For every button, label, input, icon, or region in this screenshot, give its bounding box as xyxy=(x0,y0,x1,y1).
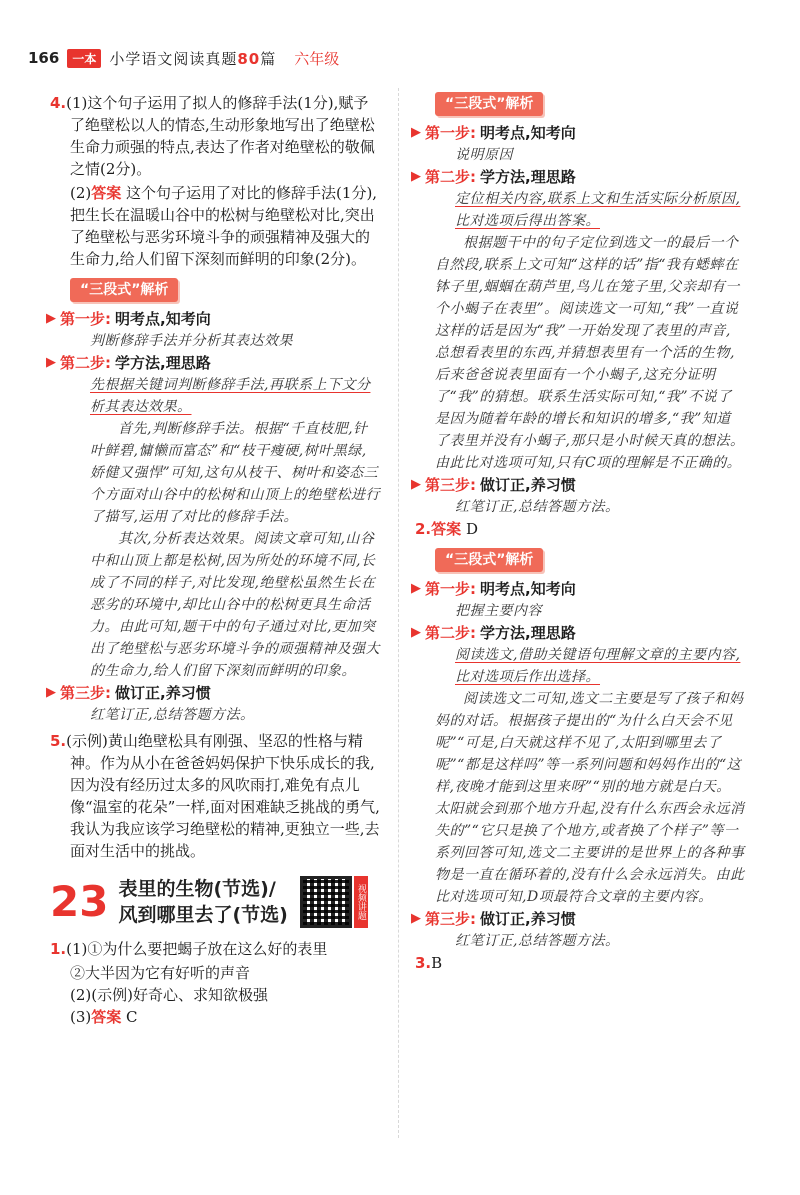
step-one: ▶ 第一步: 明考点,知考向 xyxy=(411,580,576,598)
answer-s1-line: ②大半因为它有好听的声音 xyxy=(70,964,251,982)
step-three-note: 红笔订正,总结答题方法。 xyxy=(90,707,255,723)
step-three: ▶ 第三步: 做订正,养习惯 xyxy=(411,476,576,494)
arrow-icon: ▶ xyxy=(411,169,421,184)
answer-q4-2: (2)答案 这个句子运用了对比的修辞手法(1分),把生长在温暖山谷中的松树与绝壁松对比,突出了绝壁松与恶劣环境斗争的顽强精神及强大的生命力,给人们留下深刻而鲜明的印象(2分)。 xyxy=(70,184,378,268)
answer-q3: 3.B xyxy=(415,954,443,972)
step-two: ▶ 第二步: 学方法,理思路 xyxy=(411,624,576,642)
arrow-icon: ▶ xyxy=(411,625,421,640)
step-one: ▶ 第一步: 明考点,知考向 xyxy=(411,124,576,142)
arrow-icon: ▶ xyxy=(411,125,421,140)
brand-logo: 一本 xyxy=(67,49,101,68)
step-two-note: 先根据关键词判断修辞手法,再联系上下文分析其表达效果。 xyxy=(90,377,371,415)
qr-code-icon[interactable] xyxy=(300,876,352,928)
step-one-note: 说明原因 xyxy=(455,147,513,163)
step-three: ▶ 第三步: 做订正,养习惯 xyxy=(411,910,576,928)
step-three-note: 红笔订正,总结答题方法。 xyxy=(455,499,620,515)
analysis-paragraph: 首先,判断修辞手法。根据“千直枝肥,针叶鲜碧,慵懒而富态”和“枝干瘦硬,树叶黑绿,娇健又强悍”可知,这句从枝干、树叶和姿态三个方面对山谷中的松树和山顶上的绝壁松进行了描写,运用了对比的修辞手法。 xyxy=(90,421,380,525)
book-title: 小学语文阅读真题80篇 xyxy=(109,49,277,68)
answer-q2: 2.答案 D xyxy=(415,520,478,538)
answer-s1-line: (3)答案 C xyxy=(70,1008,138,1026)
analysis-paragraph: 其次,分析表达效果。阅读文章可知,山谷中和山顶上都是松树,因为所处的环境不同,长成了不同的样子,对比发现,绝壁松虽然生长在恶劣的环境中,却比山谷中的松树更具生命活力。由此可知,题干中的句子通过对比,更加突出了绝壁松与恶劣环境斗争的顽强精神及强大的生命力,给人们留下深刻而鲜明的印象。 xyxy=(90,531,380,679)
arrow-icon: ▶ xyxy=(46,355,56,370)
section-title: 表里的生物(节选)/ 风到哪里去了(节选) xyxy=(118,878,288,926)
step-two-note: 定位相关内容,联系上文和生活实际分析原因,比对选项后得出答案。 xyxy=(455,191,741,229)
step-three: ▶ 第三步: 做订正,养习惯 xyxy=(46,684,211,702)
answer-s1: 1.(1)①为什么要把蝎子放在这么好的表里 xyxy=(50,940,328,958)
answer-q5: 5.(示例)黄山绝壁松具有刚强、坚忍的性格与精神。作为从小在爸爸妈妈保护下快乐成长的我,因为没有经历过太多的风吹雨打,难免有点儿像“温室的花朵”一样,面对困难缺乏挑战的勇气,我认为我应该学习绝壁松的精神,更独立一些,去面对生活中的挑战。 xyxy=(50,732,380,860)
section-heading xyxy=(50,876,380,928)
analysis-tag: “三段式”解析 xyxy=(435,92,543,116)
analysis-tag: “三段式”解析 xyxy=(435,548,543,572)
analysis-tag: “三段式”解析 xyxy=(70,278,178,302)
answer-s1-line: (2)(示例)好奇心、求知欲极强 xyxy=(70,986,268,1004)
video-lesson-label: 视频讲题 xyxy=(354,876,368,928)
column-divider xyxy=(398,88,399,1138)
page-header xyxy=(28,38,768,78)
step-two-note: 阅读选文,借助关键语句理解文章的主要内容,比对选项后作出选择。 xyxy=(455,647,741,685)
page-number: 166 xyxy=(28,49,60,67)
section-number: 23 xyxy=(50,877,109,926)
left-column xyxy=(46,92,380,1028)
arrow-icon: ▶ xyxy=(411,477,421,492)
grade-label: 六年级 xyxy=(294,49,340,68)
right-column xyxy=(411,92,745,976)
arrow-icon: ▶ xyxy=(411,911,421,926)
step-three-note: 红笔订正,总结答题方法。 xyxy=(455,933,620,949)
analysis-paragraph: 阅读选文二可知,选文二主要是写了孩子和妈妈的对话。根据孩子提出的“为什么白天会不见呢”“可是,白天就这样不见了,太阳到哪里去了呢”“都是这样吗”等一系列问题和妈妈作出的“这样,夜晚才能到这里来呀”“别的地方就是白天。太阳就会到那个地方升起,没有什么东西会永远消失的”“它只是换了个地方,或者换了个样子”等一系列回答可知,选文二主要讲的是世界上的各种事物是一直在循环着的,没有什么会永远消失。由此比对选项可知,D项最符合文章的主要内容。 xyxy=(435,691,745,905)
arrow-icon: ▶ xyxy=(46,311,56,326)
arrow-icon: ▶ xyxy=(411,581,421,596)
analysis-paragraph: 根据题干中的句子定位到选文一的最后一个自然段,联系上文可知“这样的话”指“我有蟋蟀在钵子里,蝈蝈在葫芦里,鸟儿在笼子里,父亲却有一个小蝎子在表里”。阅读选文一可知,“我”一直说这样的话是因为“我”一开始发现了表里的声音,总想看表里的东西,并猜想表里有一个活的生物,后来爸爸说表里面有一个小蝎子,这充分证明了“我”的猜想。联系生活实际可知,“我”不说了是因为随着年龄的增长和知识的增多,“我”知道了表里并没有小蝎子,那只是小时候天真的想法。由此比对选项可知,只有C项的理解是不正确的。 xyxy=(435,235,745,471)
step-one-note: 把握主要内容 xyxy=(455,603,542,619)
step-two: ▶ 第二步: 学方法,理思路 xyxy=(411,168,576,186)
step-one-note: 判断修辞手法并分析其表达效果 xyxy=(90,333,293,349)
arrow-icon: ▶ xyxy=(46,685,56,700)
step-two: ▶ 第二步: 学方法,理思路 xyxy=(46,354,211,372)
answer-q4-1: 4.(1)这个句子运用了拟人的修辞手法(1分),赋予了绝壁松以人的情态,生动形象地写出了绝壁松生命力顽强的特点,表达了作者对绝壁松的敬佩之情(2分)。 xyxy=(50,94,375,178)
step-one: ▶ 第一步: 明考点,知考向 xyxy=(46,310,211,328)
